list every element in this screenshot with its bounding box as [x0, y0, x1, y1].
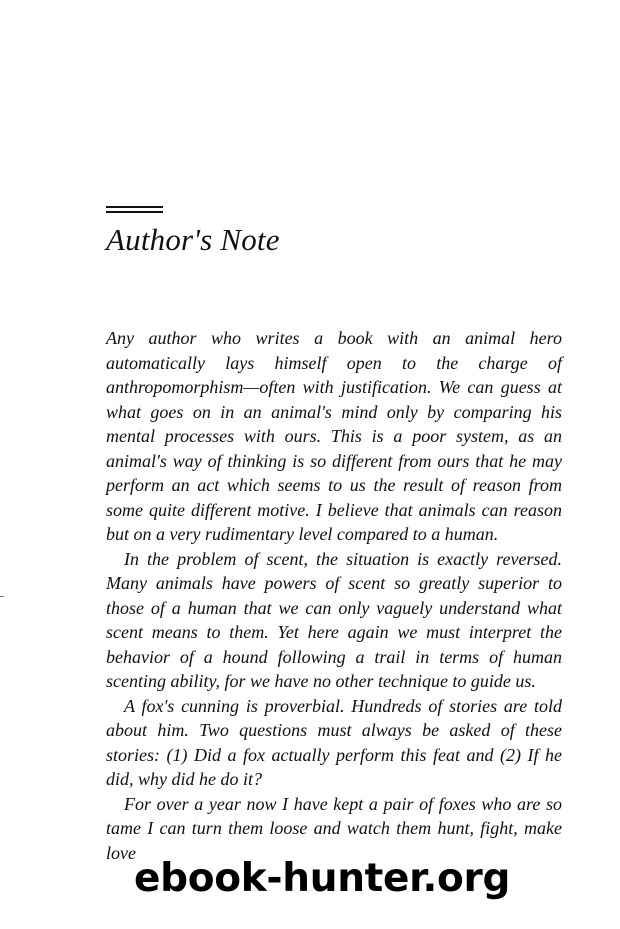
paragraph-1: Any author who writes a book with an animal hero automatically lays himself open to the charge of anthropomorphism—often with justification. We can guess at what goes on in an animal's mind only by comparing his mental processes with ours. This is a poor system, as an animal's way of thinking is so different from ours that he may perform an act which seems to us the result of reason from some quite different motive. I believe that animals can reason but on a very rudimentary level compared to a human. [106, 328, 562, 544]
page-heading: Author's Note [106, 222, 280, 257]
heading-rule-top [106, 206, 163, 208]
paragraph-3: A fox's cunning is proverbial. Hundreds of stories are told about him. Two questions must always be asked of these stories: (1) Did a fox actually perform this feat and (2) If he did, why did he do it? [106, 695, 562, 789]
paragraph-4: For over a year now I have kept a pair of foxes who are so tame I can turn them loose and watch them hunt, fight, make love [106, 793, 562, 863]
paragraph-2: In the problem of scent, the situation is exactly reversed. Many animals have powers of scent so greatly superior to those of a human that we can only vaguely understand what scent means to them. Yet here again we must interpret the behavior of a hound following a trail in terms of human scenting ability, for we have no other technique to guide us. [106, 548, 562, 691]
heading-rule-bottom [106, 211, 163, 213]
watermark-text: ebook-hunter.org [134, 856, 511, 901]
body-text [106, 326, 562, 865]
scan-gutter-mark [0, 596, 4, 597]
